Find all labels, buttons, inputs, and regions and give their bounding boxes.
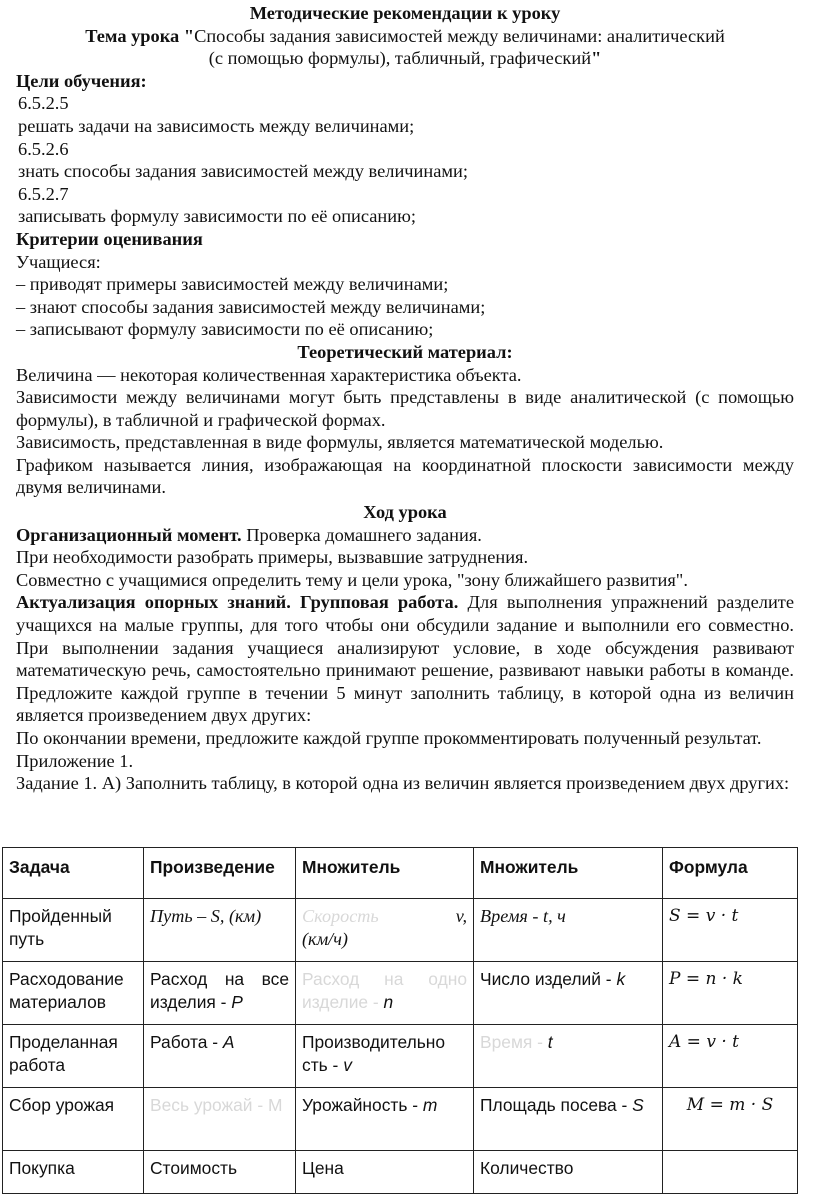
goal-code: 6.5.2.7 — [18, 183, 69, 204]
table-cell-formula — [663, 1151, 798, 1194]
goal-text: записывать формулу зависимости по её описанию; — [18, 206, 416, 227]
topic-text-line-1: Способы задания зависимостей между величинами: аналитический — [194, 25, 725, 46]
goal-code: 6.5.2.5 — [18, 93, 69, 114]
cell-text: Расход на все изделия - — [150, 969, 289, 1012]
faint-text: Время - — [480, 1032, 548, 1052]
document-title: Методические рекомендации к уроку — [249, 3, 561, 23]
table-cell-multiplier-1 — [296, 962, 474, 1025]
table-header-cell: Произведение — [144, 848, 296, 899]
actualization — [16, 591, 794, 727]
actualization-label: Актуализация опорных знаний. Групповая работа. — [16, 592, 459, 613]
lesson-topic — [16, 25, 794, 48]
lesson-paragraph: Совместно с учащимися определить тему и цели урока, "зону ближайшего развития". — [16, 569, 688, 590]
criteria-item: – приводят примеры зависимостей между величинами; — [16, 274, 449, 295]
faint-text: Скорость — [302, 906, 379, 926]
var-text: v, — [455, 906, 467, 926]
cell-text: Площадь посева - — [480, 1095, 633, 1115]
unit-text: (км/ч) — [302, 928, 348, 949]
lesson-paragraph: При необходимости разобрать примеры, вызвавшие затруднения. — [16, 547, 529, 568]
table-cell-product: Стоимость — [144, 1151, 296, 1194]
criteria-heading: Критерии оценивания — [16, 228, 203, 249]
topic-label: Тема урока " — [85, 25, 195, 46]
theory-paragraph: Графиком называется линия, изображающая на координатной плоскости зависимости между двумя величинами. — [16, 454, 794, 498]
table-cell-multiplier-1 — [296, 1088, 474, 1151]
table-cell-product: Путь – S, (км) — [144, 899, 296, 962]
org-moment-text: Проверка домашнего задания. — [241, 524, 482, 545]
table-header-cell: Множитель — [296, 848, 474, 899]
table-cell-formula: P = n · k — [663, 962, 798, 1025]
table-cell-product — [144, 1025, 296, 1088]
table-cell-multiplier-2: Время - t, ч — [474, 899, 663, 962]
table-cell-formula: S = v · t — [663, 899, 798, 962]
table-cell-multiplier-2 — [474, 1088, 663, 1151]
table-header-cell: Задача — [3, 848, 144, 899]
cell-text: Урожайность - — [302, 1095, 423, 1115]
criteria-item: – записывают формулу зависимости по её описанию; — [16, 319, 434, 340]
var-text: v — [343, 1054, 352, 1075]
table-row — [3, 899, 798, 962]
table-row — [3, 1025, 798, 1088]
var-text: P — [231, 991, 243, 1012]
criteria-item: – знают способы задания зависимостей между величинами; — [16, 296, 486, 317]
table-cell-task: Расходование материалов — [3, 962, 144, 1025]
table-cell-formula: M = m · S — [663, 1088, 798, 1151]
var-text: A — [222, 1032, 235, 1052]
topic-text-line-2: (с помощью формулы), табличный, графический — [208, 48, 592, 69]
actualization-text: Для выполнения упражнений разделите учащихся на малые группы, для того чтобы они обсудили задание и выполнили его совместно. При выполнении задания учащиеся анализируют условие, в ходе обсуждения развивают математическую речь, самостоятельно принимают решение, развивают навыки работы в команде. Предложите каждой группе в течении 5 минут заполнить таблицу, в которой одна из величин является произведением двух других: — [16, 592, 794, 726]
table-cell-multiplier-2 — [474, 1025, 663, 1088]
goal-text: решать задачи на зависимость между величинами; — [18, 115, 415, 136]
cell-text: Производительно сть - — [302, 1032, 446, 1075]
table-cell-task: Проделанная работа — [3, 1025, 144, 1088]
goals-heading: Цели обучения: — [16, 70, 147, 91]
cell-text: Работа - — [150, 1032, 223, 1052]
var-text: n — [383, 991, 394, 1012]
table-cell-multiplier-2: Количество — [474, 1151, 663, 1194]
task-statement: Задание 1. А) Заполнить таблицу, в которой одна из величин является произведением двух других: — [16, 773, 790, 794]
table-header-cell: Множитель — [474, 848, 663, 899]
theory-paragraph: Зависимости между величинами могут быть представлены в виде аналитической (с помощью формулы), в табличной и графической формах. — [16, 387, 794, 430]
table-row — [3, 1151, 798, 1194]
dependency-table — [2, 847, 798, 1194]
var-text: m — [422, 1095, 438, 1115]
goal-text: знать способы задания зависимостей между величинами; — [18, 161, 468, 182]
criteria-intro: Учащиеся: — [16, 251, 101, 272]
theory-paragraph: Величина — некоторая количественная характеристика объекта. — [16, 364, 522, 385]
table-header-cell: Формула — [663, 848, 798, 899]
cell-text: Число изделий - — [480, 969, 617, 989]
topic-close: " — [591, 48, 602, 69]
table-cell-product — [144, 962, 296, 1025]
table-row — [3, 962, 798, 1025]
table-header-row — [3, 848, 798, 899]
var-text: t — [547, 1032, 553, 1052]
table-cell-formula: A = v · t — [663, 1025, 798, 1088]
org-moment — [16, 524, 794, 547]
table-cell-task: Пройденный путь — [3, 899, 144, 962]
appendix-label: Приложение 1. — [16, 750, 134, 771]
org-moment-label: Организационный момент. — [16, 524, 242, 545]
lesson-heading: Ход урока — [363, 502, 447, 523]
table-cell-multiplier-1: Цена — [296, 1151, 474, 1194]
faint-text: Расход на одно изделие - — [302, 969, 467, 1012]
theory-paragraph: Зависимость, представленная в виде формулы, является математической моделью. — [16, 432, 664, 453]
table-cell-task: Сбор урожая — [3, 1088, 144, 1151]
table-cell-multiplier-2 — [474, 962, 663, 1025]
table-cell-task: Покупка — [3, 1151, 144, 1194]
goal-code: 6.5.2.6 — [18, 138, 69, 159]
table-cell-multiplier-1 — [296, 899, 474, 962]
table-row — [3, 1088, 798, 1151]
lesson-paragraph: По окончании времени, предложите каждой группе прокомментировать полученный результат. — [16, 728, 762, 748]
var-text: S — [632, 1095, 644, 1115]
var-text: k — [616, 969, 626, 989]
table-cell-product: Весь урожай - M — [144, 1088, 296, 1151]
table-cell-multiplier-1 — [296, 1025, 474, 1088]
theory-heading: Теоретический материал: — [297, 341, 513, 362]
lesson-topic-line-2 — [16, 47, 794, 70]
